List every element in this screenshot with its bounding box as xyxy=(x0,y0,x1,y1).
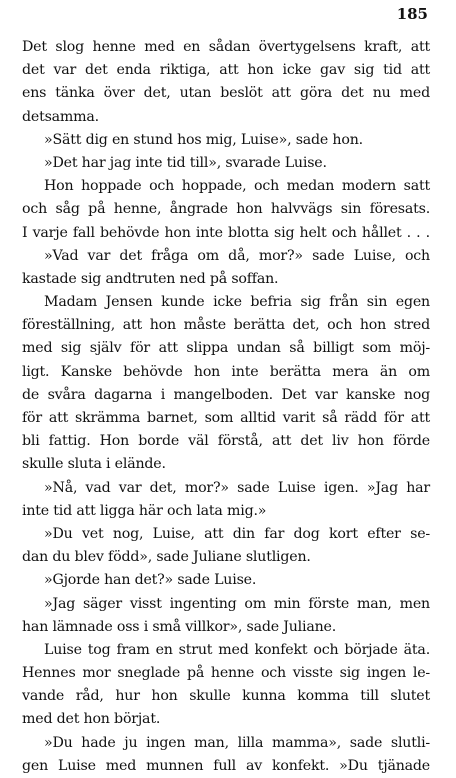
text-line: Det slog henne med en sådan övertygelsens kraft, att xyxy=(22,39,430,55)
text-line: detsamma. xyxy=(22,108,99,125)
text-line: bli fattig. Hon borde väl förstå, att det liv hon förde xyxy=(22,433,430,450)
text-line: ens tänka över det, utan beslöt att göra det nu med xyxy=(22,85,430,102)
text-line: Hon hoppade och hoppade, och medan modern satt xyxy=(44,178,430,195)
text-line: och såg på henne, ångrade hon halvvägs sin föresats. xyxy=(22,201,430,218)
text-line: föreställning, att hon måste berätta det, och hon stred xyxy=(22,317,430,334)
text-line: »Det har jag inte tid till», svarade Luise. xyxy=(44,154,327,171)
text-line: »Vad var det fråga om då, mor?» sade Luise, och xyxy=(44,247,430,264)
text-line: »Sätt dig en stund hos mig, Luise», sade hon. xyxy=(44,131,363,148)
text-line: för att skrämma barnet, som alltid varit så rädd för att xyxy=(22,410,430,426)
body-text xyxy=(22,36,430,778)
text-line: med det hon börjat. xyxy=(22,711,161,728)
text-line: »Jag säger visst ingenting om min förste man, men xyxy=(44,595,430,612)
text-line: det var det enda riktiga, att hon icke gav sig tid att xyxy=(22,62,430,79)
text-line: »Nå, vad var det, mor?» sade Luise igen. »Jag har xyxy=(44,479,430,496)
text-line: Madam Jensen kunde icke befria sig från sin egen xyxy=(44,294,430,311)
text-line: »Du hade ju ingen man, lilla mamma», sade slutli- xyxy=(44,734,430,751)
text-line: I varje fall behövde hon inte blotta sig helt och hållet . . . xyxy=(22,224,430,241)
text-line: »Gjorde han det?» sade Luise. xyxy=(44,572,257,589)
text-line: de svåra dagarna i mangelboden. Det var kanske nog xyxy=(22,386,430,403)
text-line: vande råd, hur hon skulle kunna komma till slutet xyxy=(22,688,430,705)
text-line: ligt. Kanske behövde hon inte berätta mera än om xyxy=(22,363,430,380)
text-line: inte tid att ligga här och lata mig.» xyxy=(22,502,267,519)
page-number: 185 xyxy=(396,5,428,23)
text-line: han lämnade oss i små villkor», sade Juliane. xyxy=(22,618,337,635)
text-line: kastade sig andtruten ned på soffan. xyxy=(22,270,279,287)
text-line: dan du blev född», sade Juliane slutligen. xyxy=(22,549,311,566)
text-line: »Du vet nog, Luise, att din far dog kort efter se- xyxy=(44,525,430,542)
text-line: med sig själv för att slippa undan så billigt som möj- xyxy=(22,340,430,357)
text-line: skulle sluta i elände. xyxy=(22,456,166,473)
text-line: gen Luise med munnen full av konfekt. »Du tjänade xyxy=(22,757,430,774)
text-line: Luise tog fram en strut med konfekt och började äta. xyxy=(44,641,430,658)
text-line: Hennes mor sneglade på henne och visste sig ingen le- xyxy=(22,665,430,682)
